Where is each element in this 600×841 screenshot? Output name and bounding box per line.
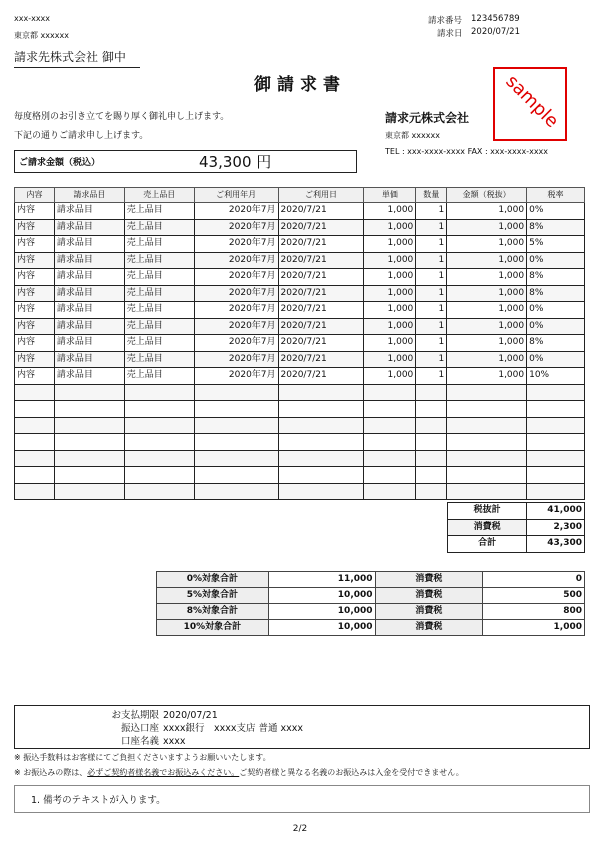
- payment-due-value: 2020/07/21: [163, 710, 218, 721]
- items-cell-empty: [278, 483, 364, 500]
- items-cell-empty: [416, 450, 447, 467]
- items-cell: 1,000: [447, 236, 527, 253]
- items-cell-empty: [54, 384, 124, 401]
- items-header-cell: 金額（税抜）: [447, 188, 527, 203]
- empty-table-row: [15, 483, 585, 500]
- payment-due-label: お支払期限: [111, 710, 159, 721]
- items-cell-empty: [527, 467, 585, 484]
- empty-table-row: [15, 467, 585, 484]
- items-cell-empty: [364, 450, 416, 467]
- items-cell: 2020/7/21: [278, 335, 364, 352]
- items-cell: 1: [416, 302, 447, 319]
- greeting-line-1: 毎度格別のお引き立てを賜り厚く御礼申し上げます。: [14, 112, 230, 122]
- tax-summary-tax-label: 消費税: [375, 604, 483, 620]
- tax-summary-tax: 1,000: [483, 620, 585, 636]
- items-cell: 1: [416, 285, 447, 302]
- table-row: [15, 351, 585, 368]
- items-cell-empty: [364, 417, 416, 434]
- payment-info-box: [14, 705, 590, 749]
- items-cell: 売上品目: [124, 368, 194, 385]
- items-cell: 2020年7月: [194, 335, 278, 352]
- items-cell: 2020年7月: [194, 219, 278, 236]
- table-row: [15, 252, 585, 269]
- items-cell: 内容: [15, 302, 55, 319]
- recipient-address: 東京都 xxxxxx: [14, 31, 69, 40]
- items-cell-empty: [15, 434, 55, 451]
- issuer-contact: TEL : xxx-xxxx-xxxx FAX : xxx-xxxx-xxxx: [385, 147, 549, 156]
- totals-row: [448, 503, 585, 520]
- items-header-cell: 単価: [364, 188, 416, 203]
- items-cell: 2020年7月: [194, 285, 278, 302]
- items-cell: 1,000: [364, 203, 416, 220]
- tax-summary-tax-label: 消費税: [375, 572, 483, 588]
- tax-summary-label: 10%対象合計: [157, 620, 269, 636]
- items-cell: 請求品目: [54, 335, 124, 352]
- note-account-name-emphasis: 必ずご契約者様名義でお振込みください。: [87, 768, 240, 777]
- items-cell: 5%: [527, 236, 585, 253]
- tax-summary-tax: 500: [483, 588, 585, 604]
- items-cell: 売上品目: [124, 269, 194, 286]
- items-cell: 請求品目: [54, 302, 124, 319]
- items-cell: 請求品目: [54, 252, 124, 269]
- items-cell-empty: [54, 467, 124, 484]
- items-cell: 2020/7/21: [278, 318, 364, 335]
- items-cell: 2020/7/21: [278, 236, 364, 253]
- items-cell-empty: [278, 434, 364, 451]
- totals-label: 税抜計: [448, 503, 527, 520]
- items-cell: 内容: [15, 236, 55, 253]
- totals-value: 41,000: [527, 503, 585, 520]
- tax-summary-label: 5%対象合計: [157, 588, 269, 604]
- items-cell-empty: [364, 434, 416, 451]
- items-cell: 請求品目: [54, 368, 124, 385]
- items-cell: 8%: [527, 219, 585, 236]
- invoice-date-label: 請求日: [437, 29, 463, 39]
- items-cell-empty: [124, 384, 194, 401]
- items-cell: 2020年7月: [194, 368, 278, 385]
- items-cell: 1,000: [364, 236, 416, 253]
- items-cell: 0%: [527, 302, 585, 319]
- items-cell: 2020/7/21: [278, 285, 364, 302]
- items-cell: 8%: [527, 335, 585, 352]
- items-header-cell: 内容: [15, 188, 55, 203]
- items-cell-empty: [527, 450, 585, 467]
- items-cell: 1,000: [364, 219, 416, 236]
- items-cell: 1: [416, 269, 447, 286]
- items-cell: 1,000: [364, 318, 416, 335]
- items-cell: 1,000: [447, 219, 527, 236]
- items-cell-empty: [194, 467, 278, 484]
- items-cell: 内容: [15, 252, 55, 269]
- items-cell: 2020/7/21: [278, 269, 364, 286]
- items-cell-empty: [194, 483, 278, 500]
- note-account-name-suffix: ご契約者様と異なる名義のお振込みは入金を受付できません。: [239, 768, 464, 777]
- items-cell-empty: [54, 434, 124, 451]
- note-account-name-prefix: ※ お振込みの際は、: [14, 768, 88, 777]
- items-cell: 1,000: [447, 252, 527, 269]
- recipient-company: 請求先株式会社 御中: [14, 48, 140, 68]
- items-cell-empty: [527, 417, 585, 434]
- items-cell-empty: [416, 417, 447, 434]
- items-cell: 8%: [527, 269, 585, 286]
- items-cell-empty: [194, 384, 278, 401]
- items-cell: 内容: [15, 203, 55, 220]
- items-cell-empty: [278, 417, 364, 434]
- empty-table-row: [15, 434, 585, 451]
- table-row: [15, 219, 585, 236]
- items-cell: 請求品目: [54, 285, 124, 302]
- empty-table-row: [15, 384, 585, 401]
- items-cell-empty: [194, 434, 278, 451]
- tax-summary-row: [157, 604, 585, 620]
- items-table: [14, 187, 585, 500]
- items-cell: 1: [416, 335, 447, 352]
- items-cell: 1,000: [364, 335, 416, 352]
- items-cell: 2020年7月: [194, 318, 278, 335]
- items-cell-empty: [124, 467, 194, 484]
- items-cell: 内容: [15, 318, 55, 335]
- table-row: [15, 318, 585, 335]
- items-cell: 8%: [527, 285, 585, 302]
- items-cell: 請求品目: [54, 219, 124, 236]
- items-cell: 1,000: [364, 368, 416, 385]
- items-cell: 2020/7/21: [278, 219, 364, 236]
- items-cell-empty: [416, 434, 447, 451]
- items-cell: 1: [416, 219, 447, 236]
- seal-stamp: [493, 67, 567, 141]
- items-cell-empty: [15, 417, 55, 434]
- items-cell: 2020年7月: [194, 203, 278, 220]
- items-cell: 内容: [15, 285, 55, 302]
- items-cell-empty: [447, 401, 527, 418]
- items-cell: 2020/7/21: [278, 302, 364, 319]
- tax-summary-amount: 11,000: [268, 572, 375, 588]
- items-header-cell: ご利用日: [278, 188, 364, 203]
- items-cell-empty: [364, 467, 416, 484]
- payment-due-row: [15, 707, 218, 721]
- items-cell: 1: [416, 368, 447, 385]
- items-cell: 2020年7月: [194, 236, 278, 253]
- items-cell: 10%: [527, 368, 585, 385]
- items-cell: 1,000: [447, 351, 527, 368]
- items-cell: 1,000: [447, 203, 527, 220]
- items-cell: 売上品目: [124, 219, 194, 236]
- items-cell-empty: [15, 483, 55, 500]
- tax-summary-row: [157, 572, 585, 588]
- items-cell: 売上品目: [124, 302, 194, 319]
- items-cell: 2020/7/21: [278, 203, 364, 220]
- payment-account-label: 振込口座: [120, 723, 159, 734]
- items-cell-empty: [278, 401, 364, 418]
- totals-label: 合計: [448, 536, 527, 553]
- items-cell-empty: [15, 401, 55, 418]
- items-cell: 請求品目: [54, 351, 124, 368]
- items-cell-empty: [194, 450, 278, 467]
- items-cell-empty: [124, 483, 194, 500]
- tax-summary-tax: 0: [483, 572, 585, 588]
- invoice-date: 2020/07/21: [471, 27, 520, 37]
- stamp-text: sample: [501, 70, 563, 133]
- totals-row: [448, 536, 585, 553]
- items-cell-empty: [124, 417, 194, 434]
- items-cell: 1,000: [364, 252, 416, 269]
- items-cell-empty: [15, 467, 55, 484]
- items-cell-empty: [54, 417, 124, 434]
- items-header-cell: ご利用年月: [194, 188, 278, 203]
- items-cell: 売上品目: [124, 203, 194, 220]
- items-cell: 0%: [527, 252, 585, 269]
- items-cell: 売上品目: [124, 318, 194, 335]
- table-row: [15, 269, 585, 286]
- items-cell: 1: [416, 351, 447, 368]
- items-cell-empty: [15, 450, 55, 467]
- empty-table-row: [15, 417, 585, 434]
- items-cell: 1,000: [447, 318, 527, 335]
- totals-value: 43,300: [527, 536, 585, 553]
- items-cell-empty: [447, 417, 527, 434]
- items-cell-empty: [54, 401, 124, 418]
- payment-account-row: [15, 720, 303, 734]
- items-cell: 2020/7/21: [278, 252, 364, 269]
- tax-summary-label: 0%対象合計: [157, 572, 269, 588]
- items-cell: 2020年7月: [194, 302, 278, 319]
- items-cell: 請求品目: [54, 269, 124, 286]
- remarks-text: 1. 備考のテキストが入ります。: [31, 795, 166, 806]
- items-cell: 1: [416, 203, 447, 220]
- items-cell: 2020年7月: [194, 252, 278, 269]
- items-cell: 請求品目: [54, 236, 124, 253]
- items-cell-empty: [447, 467, 527, 484]
- items-cell-empty: [15, 384, 55, 401]
- items-cell-empty: [527, 483, 585, 500]
- items-cell: 1,000: [364, 302, 416, 319]
- document-title: 御請求書: [254, 75, 346, 95]
- table-row: [15, 302, 585, 319]
- items-cell-empty: [124, 450, 194, 467]
- payment-holder-label: 口座名義: [120, 736, 159, 747]
- note-account-name: [14, 767, 464, 778]
- items-cell: 請求品目: [54, 203, 124, 220]
- tax-summary-amount: 10,000: [268, 604, 375, 620]
- items-header-cell: 売上品目: [124, 188, 194, 203]
- items-cell-empty: [447, 450, 527, 467]
- items-cell: 内容: [15, 335, 55, 352]
- tax-summary-label: 8%対象合計: [157, 604, 269, 620]
- items-cell-empty: [447, 483, 527, 500]
- items-cell-empty: [124, 434, 194, 451]
- table-row: [15, 285, 585, 302]
- table-row: [15, 368, 585, 385]
- items-cell-empty: [54, 450, 124, 467]
- items-cell-empty: [194, 401, 278, 418]
- greeting-line-2: 下記の通りご請求申し上げます。: [14, 131, 149, 141]
- empty-table-row: [15, 401, 585, 418]
- items-cell: 1,000: [447, 335, 527, 352]
- items-header-cell: 税率: [527, 188, 585, 203]
- items-cell-empty: [194, 417, 278, 434]
- empty-table-row: [15, 450, 585, 467]
- totals-label: 消費税: [448, 519, 527, 536]
- items-cell: 内容: [15, 368, 55, 385]
- tax-summary-amount: 10,000: [268, 588, 375, 604]
- items-cell: 売上品目: [124, 252, 194, 269]
- items-cell: 1,000: [364, 269, 416, 286]
- invoice-number: 123456789: [471, 14, 520, 24]
- payment-holder-row: [15, 733, 186, 747]
- items-cell: 0%: [527, 203, 585, 220]
- items-cell-empty: [416, 483, 447, 500]
- items-cell-empty: [416, 384, 447, 401]
- page-number: 2/2: [292, 824, 308, 834]
- billing-amount-label: ご請求金額（税込）: [19, 158, 101, 168]
- items-cell: 1,000: [364, 285, 416, 302]
- items-cell-empty: [364, 401, 416, 418]
- items-cell: 売上品目: [124, 285, 194, 302]
- items-cell: 内容: [15, 351, 55, 368]
- billing-amount-box: [14, 150, 357, 173]
- items-cell-empty: [527, 401, 585, 418]
- items-cell: 2020/7/21: [278, 351, 364, 368]
- items-cell: 内容: [15, 269, 55, 286]
- items-cell: 2020/7/21: [278, 368, 364, 385]
- items-cell: 1,000: [447, 285, 527, 302]
- invoice-number-label: 請求番号: [428, 16, 463, 26]
- billing-amount-value: 43,300 円: [199, 153, 272, 171]
- items-cell-empty: [416, 467, 447, 484]
- items-header-cell: 数量: [416, 188, 447, 203]
- items-cell: 1: [416, 236, 447, 253]
- issuer-company: 請求元株式会社: [385, 111, 470, 125]
- items-cell-empty: [54, 483, 124, 500]
- items-cell-empty: [278, 384, 364, 401]
- tax-summary-amount: 10,000: [268, 620, 375, 636]
- remarks-box: [14, 785, 590, 813]
- tax-summary-table: [156, 571, 585, 636]
- tax-summary-row: [157, 588, 585, 604]
- items-cell: 請求品目: [54, 318, 124, 335]
- items-cell-empty: [364, 384, 416, 401]
- tax-summary-tax: 800: [483, 604, 585, 620]
- table-row: [15, 335, 585, 352]
- tax-summary-tax-label: 消費税: [375, 620, 483, 636]
- items-cell-empty: [527, 384, 585, 401]
- items-cell: 1,000: [447, 302, 527, 319]
- totals-value: 2,300: [527, 519, 585, 536]
- items-cell-empty: [278, 467, 364, 484]
- items-header-cell: 請求品目: [54, 188, 124, 203]
- items-cell-empty: [527, 434, 585, 451]
- items-cell: 0%: [527, 351, 585, 368]
- items-cell: 1: [416, 318, 447, 335]
- items-cell: 1: [416, 252, 447, 269]
- items-cell: 内容: [15, 219, 55, 236]
- payment-account-value: xxxx銀行 xxxx支店 普通 xxxx: [163, 723, 304, 734]
- items-cell-empty: [364, 483, 416, 500]
- items-cell: 売上品目: [124, 236, 194, 253]
- tax-summary-row: [157, 620, 585, 636]
- note-transfer-fee: ※ 振込手数料はお客様にてご負担くださいますようお願いいたします。: [14, 753, 271, 762]
- items-cell-empty: [124, 401, 194, 418]
- items-cell: 1,000: [364, 351, 416, 368]
- items-cell: 売上品目: [124, 335, 194, 352]
- totals-table: [447, 502, 585, 553]
- items-cell: 0%: [527, 318, 585, 335]
- items-cell-empty: [447, 384, 527, 401]
- items-cell: 1,000: [447, 368, 527, 385]
- payment-holder-value: xxxx: [163, 736, 186, 747]
- recipient-postal: xxx-xxxx: [14, 14, 51, 23]
- issuer-address: 東京都 xxxxxx: [385, 131, 440, 140]
- items-cell: 売上品目: [124, 351, 194, 368]
- items-cell: 1,000: [447, 269, 527, 286]
- items-cell-empty: [447, 434, 527, 451]
- table-row: [15, 203, 585, 220]
- items-cell: 2020年7月: [194, 351, 278, 368]
- items-cell-empty: [416, 401, 447, 418]
- items-cell-empty: [278, 450, 364, 467]
- tax-summary-tax-label: 消費税: [375, 588, 483, 604]
- table-row: [15, 236, 585, 253]
- totals-row: [448, 519, 585, 536]
- items-cell: 2020年7月: [194, 269, 278, 286]
- items-header-row: [15, 188, 585, 203]
